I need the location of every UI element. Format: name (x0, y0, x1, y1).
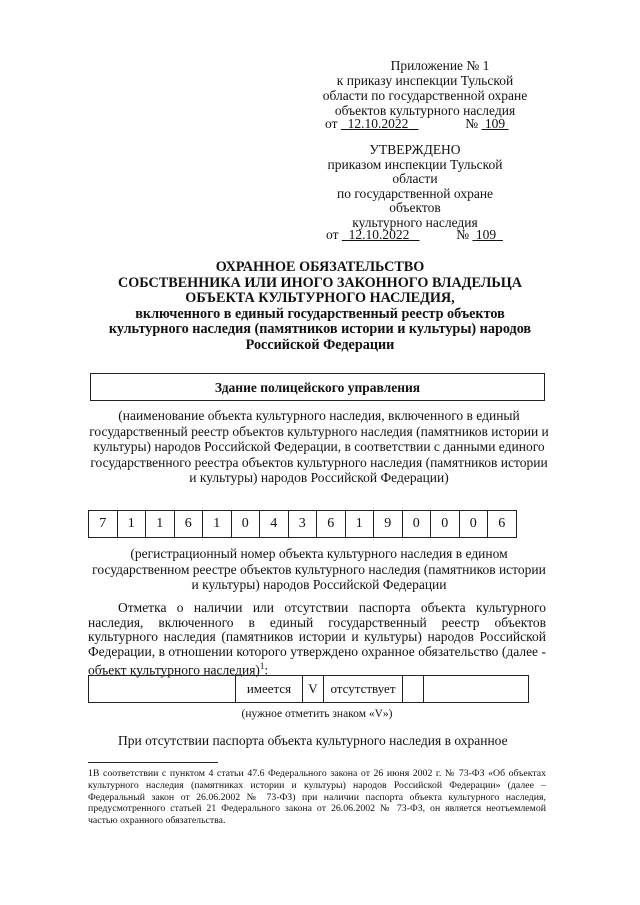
title-line: ОХРАННОЕ ОБЯЗАТЕЛЬСТВО (215, 259, 425, 275)
registration-digit-cell: 6 (317, 511, 346, 538)
registration-digit-cell: 0 (459, 511, 488, 538)
passport-exists-label: имеется (236, 676, 303, 703)
approved-title: УТВЕРЖДЕНО (369, 142, 461, 157)
order-prefix: от (326, 227, 339, 242)
order-date: 12.10.2022 (347, 116, 409, 131)
passport-exists-mark[interactable]: V (303, 676, 324, 703)
title-line: культурного наследия (памятников истории и культуры) народов (108, 321, 532, 338)
passport-paragraph: Отметка о наличии или отсутствии паспорта объекта культурного наследия, включенного в единый государственный реестр объектов культурного наследия (памятников истории и культуры) народов Российской Федерации, в отношении которого утверждено охранное обязательство (далее - объект культурного наследия)$^1$: (88, 600, 546, 678)
approved-line: объектов (389, 200, 441, 216)
passport-empty-cell (424, 676, 529, 703)
order-number: 109 (484, 116, 506, 131)
registration-digit-cell: 1 (203, 511, 232, 538)
appendix-line: объектов культурного наследия (334, 103, 516, 118)
footnote-text: 1В соответствии с пунктом 4 статьи 47.6 Федерального закона от 26 июня 2002 г. № 73-ФЗ «Об объектах культурного наследия (памятниках истории и культуры) народов Российской Федерации» (далее – Федеральный закон от 26.06.2002 № 73-ФЗ) при наличии паспорта объекта культурного наследия, предусмотренного статьей 21 Федерального закона от 26.06.2002 № 73-ФЗ, он является неотъемлемой частью охранного обязательства. (88, 768, 546, 827)
order-line-1 (325, 116, 509, 132)
order-line-2 (326, 227, 503, 243)
registration-digit-cell: 4 (260, 511, 289, 538)
appendix-line: области по государственной охране (322, 88, 528, 103)
mark-note: (нужное отметить знаком «V») (241, 708, 393, 720)
registration-digit-cell: 1 (345, 511, 374, 538)
approved-line: по государственной охране (336, 185, 494, 201)
passport-absent-mark[interactable] (403, 676, 424, 703)
registration-digit-cell: 7 (89, 511, 118, 538)
approved-line: культурного наследия (352, 214, 478, 230)
title-line: ОБЪЕКТА КУЛЬТУРНОГО НАСЛЕДИЯ, (185, 290, 455, 307)
passport-absent-label: отсутствует (324, 676, 403, 703)
registration-digit-cell: 0 (431, 511, 460, 538)
absent-passport-line: При отсутствии паспорта объекта культурного наследия в охранное (118, 733, 508, 748)
registration-digit-cell: 0 (231, 511, 260, 538)
registration-digit-cell: 1 (117, 511, 146, 538)
registration-number-caption: (регистрационный номер объекта культурного наследия в едином государственном реестре объектов культурного наследия (памятников истории и культуры) народов Российской Федерации (92, 546, 546, 592)
order-date: 12.10.2022 (348, 227, 410, 242)
object-name-caption: (наименование объекта культурного наследия, включенного в единый государственный реестр объектов культурного наследия (памятников истории и культуры) народов Российской Федерации, в соответствии с данными единого государственного реестра объектов культурного наследия (памятников истории и культуры) народов Российской Федерации) (89, 408, 549, 485)
registration-digit-cell: 3 (288, 511, 317, 538)
registration-number-table (88, 510, 517, 538)
appendix-title: Приложение № 1 (390, 58, 490, 73)
registration-digit-cell: 0 (402, 511, 431, 538)
title-line: включенного в единый государственный реестр объектов (135, 305, 505, 322)
title-line: Российской Федерации (245, 336, 395, 353)
order-number-prefix: № (456, 227, 470, 242)
registration-digit-cell: 9 (374, 511, 403, 538)
passport-table (88, 675, 529, 703)
order-number: 109 (475, 227, 497, 242)
document-title (70, 260, 570, 354)
registration-digit-cell: 1 (146, 511, 175, 538)
appendix-block (300, 58, 550, 118)
registration-number-row (89, 511, 517, 538)
object-name-field: Здание полицейского управления (90, 373, 545, 401)
passport-empty-cell (89, 676, 236, 703)
registration-digit-cell: 6 (488, 511, 517, 538)
approved-block (300, 143, 530, 231)
footnote-mark: 1 (259, 661, 265, 671)
order-prefix: от (325, 116, 338, 131)
passport-paragraph-text: Отметка о наличии или отсутствии паспорта объекта культурного наследия, включенного в единый государственный реестр объектов культурного наследия (памятников истории и культуры) народов Российской Федерации, в отношении которого утверждено охранное обязательство (далее - объект культурного наследия) (88, 600, 546, 678)
title-line: СОБСТВЕННИКА ИЛИ ИНОГО ЗАКОННОГО ВЛАДЕЛЬЦА (117, 274, 522, 291)
registration-digit-cell: 6 (174, 511, 203, 538)
order-number-prefix: № (465, 116, 479, 131)
footnote-separator (88, 762, 218, 763)
approved-line: приказом инспекции Тульской (327, 156, 503, 172)
approved-line: области (392, 171, 438, 187)
appendix-line: к приказу инспекции Тульской (336, 73, 514, 88)
